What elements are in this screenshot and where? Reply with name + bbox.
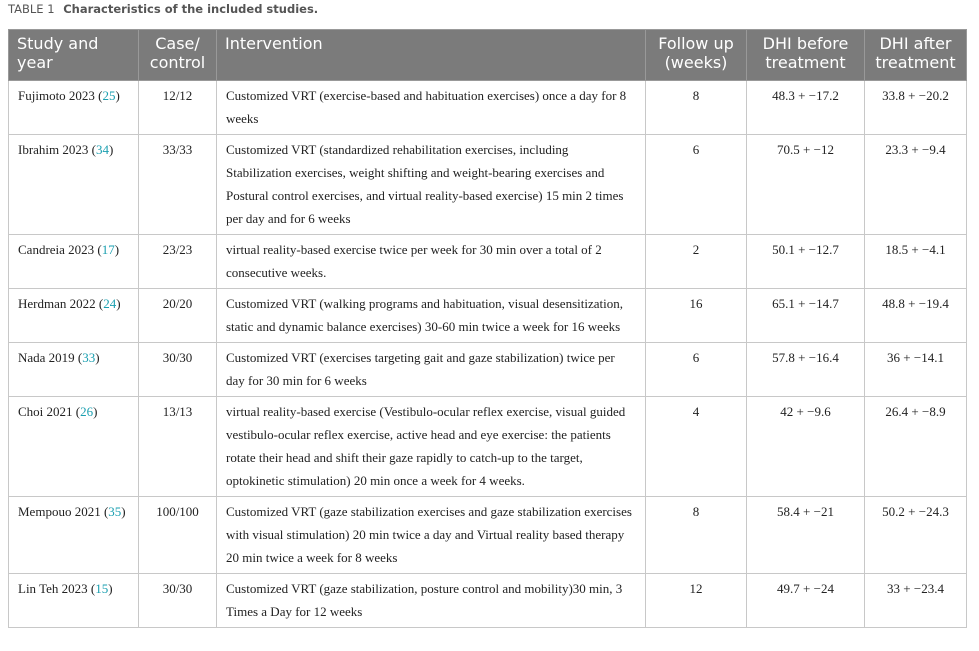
header-intervention [217, 30, 646, 81]
cell-intervention: Customized VRT (exercises targeting gait and gaze stabilization) twice per day for 30 min for 6 weeks [217, 343, 646, 397]
table-row [9, 235, 967, 289]
cell-case-control: 30/30 [139, 343, 217, 397]
study-close: ) [93, 404, 98, 419]
cell-study [9, 497, 139, 574]
header-follow-up [646, 30, 747, 81]
cell-follow-up: 2 [646, 235, 747, 289]
header-dhi-after [865, 30, 967, 81]
header-line: Case/ [155, 34, 200, 53]
cell-dhi-before: 65.1 + −14.7 [747, 289, 865, 343]
cell-study [9, 574, 139, 628]
header-line: treatment [875, 53, 956, 72]
header-line: treatment [765, 53, 846, 72]
cell-dhi-before: 70.5 + −12 [747, 135, 865, 235]
cell-follow-up: 12 [646, 574, 747, 628]
cell-case-control: 100/100 [139, 497, 217, 574]
cell-dhi-before: 57.8 + −16.4 [747, 343, 865, 397]
cell-intervention: Customized VRT (exercise-based and habituation exercises) once a day for 8 weeks [217, 81, 646, 135]
cell-case-control: 12/12 [139, 81, 217, 135]
cell-study [9, 397, 139, 497]
cell-follow-up: 8 [646, 81, 747, 135]
cell-case-control: 13/13 [139, 397, 217, 497]
table-title: Characteristics of the included studies. [63, 2, 319, 16]
cell-follow-up: 16 [646, 289, 747, 343]
header-study-year [9, 30, 139, 81]
cell-dhi-after: 48.8 + −19.4 [865, 289, 967, 343]
cell-dhi-before: 48.3 + −17.2 [747, 81, 865, 135]
cell-dhi-after: 50.2 + −24.3 [865, 497, 967, 574]
header-line: DHI before [762, 34, 849, 53]
cell-intervention: Customized VRT (gaze stabilization exercises and gaze stabilization exercises with visual stimulation) 20 min twice a day and Virtual reality based therapy 20 min twice a week for 8 weeks [217, 497, 646, 574]
table-header [9, 30, 967, 81]
cell-study [9, 235, 139, 289]
study-name: Choi 2021 ( [18, 404, 81, 419]
cell-intervention: Customized VRT (walking programs and habituation, visual desensitization, static and dynamic balance exercises) 30-60 min twice a week for 16 weeks [217, 289, 646, 343]
reference-link[interactable]: 26 [80, 404, 94, 419]
cell-dhi-after: 33 + −23.4 [865, 574, 967, 628]
table-row [9, 397, 967, 497]
reference-link[interactable]: 15 [95, 581, 109, 596]
reference-link[interactable]: 24 [103, 296, 117, 311]
table-row [9, 574, 967, 628]
table-row [9, 81, 967, 135]
study-name: Ibrahim 2023 ( [18, 142, 96, 157]
cell-dhi-before: 42 + −9.6 [747, 397, 865, 497]
study-close: ) [116, 296, 121, 311]
cell-dhi-before: 50.1 + −12.7 [747, 235, 865, 289]
cell-follow-up: 6 [646, 135, 747, 235]
studies-table [8, 29, 967, 628]
cell-study [9, 289, 139, 343]
header-line: year [17, 53, 53, 72]
cell-follow-up: 6 [646, 343, 747, 397]
study-name: Candreia 2023 ( [18, 242, 102, 257]
header-line: Study and [17, 34, 99, 53]
cell-dhi-before: 58.4 + −21 [747, 497, 865, 574]
study-close: ) [121, 504, 126, 519]
study-name: Herdman 2022 ( [18, 296, 104, 311]
study-close: ) [114, 242, 120, 257]
cell-case-control: 23/23 [139, 235, 217, 289]
cell-dhi-after: 26.4 + −8.9 [865, 397, 967, 497]
study-name: Fujimoto 2023 ( [18, 88, 103, 103]
cell-intervention: virtual reality-based exercise twice per week for 30 min over a total of 2 consecutive weeks. [217, 235, 646, 289]
cell-dhi-after: 18.5 + −4.1 [865, 235, 967, 289]
study-name: Lin Teh 2023 ( [18, 581, 96, 596]
table-body [9, 81, 967, 628]
reference-link[interactable]: 17 [101, 242, 115, 257]
cell-case-control: 30/30 [139, 574, 217, 628]
cell-dhi-after: 36 + −14.1 [865, 343, 967, 397]
cell-dhi-after: 23.3 + −9.4 [865, 135, 967, 235]
cell-intervention: virtual reality-based exercise (Vestibulo-ocular reflex exercise, visual guided vestibulo-ocular reflex exercise, active head and eye exercise: the patients rotate their head and shift their gaze rapidly to catch-up to the target, optokinetic stimulation) 20 min once a week for 4 weeks. [217, 397, 646, 497]
table-caption [8, 2, 318, 16]
table-row [9, 497, 967, 574]
reference-link[interactable]: 33 [82, 350, 96, 365]
cell-study [9, 81, 139, 135]
cell-study [9, 343, 139, 397]
study-close: ) [108, 581, 113, 596]
study-close: ) [115, 88, 120, 103]
cell-dhi-before: 49.7 + −24 [747, 574, 865, 628]
header-line: DHI after [879, 34, 952, 53]
header-dhi-before [747, 30, 865, 81]
cell-study [9, 135, 139, 235]
table-row [9, 289, 967, 343]
study-close: ) [95, 350, 100, 365]
reference-link[interactable]: 35 [108, 504, 122, 519]
study-name: Nada 2019 ( [18, 350, 83, 365]
table-row [9, 135, 967, 235]
header-line: control [149, 53, 206, 72]
cell-case-control: 20/20 [139, 289, 217, 343]
table-label: TABLE 1 [8, 2, 55, 16]
cell-case-control: 33/33 [139, 135, 217, 235]
reference-link[interactable]: 25 [102, 88, 116, 103]
header-case-control [139, 30, 217, 81]
cell-dhi-after: 33.8 + −20.2 [865, 81, 967, 135]
header-line: Intervention [225, 34, 323, 53]
cell-follow-up: 4 [646, 397, 747, 497]
cell-follow-up: 8 [646, 497, 747, 574]
cell-intervention: Customized VRT (gaze stabilization, posture control and mobility)30 min, 3 Times a Day for 12 weeks [217, 574, 646, 628]
header-line: Follow up [658, 34, 734, 53]
header-line: (weeks) [664, 53, 728, 72]
table-row [9, 343, 967, 397]
study-name: Mempouo 2021 ( [18, 504, 109, 519]
header-row [9, 30, 967, 81]
reference-link[interactable]: 34 [95, 142, 109, 157]
cell-intervention: Customized VRT (standardized rehabilitation exercises, including Stabilization exercises, weight shifting and weight-bearing exercises and Postural control exercises, and virtual reality-based exercise) 15 min 2 times per day and for 6 weeks [217, 135, 646, 235]
study-close: ) [108, 142, 114, 157]
